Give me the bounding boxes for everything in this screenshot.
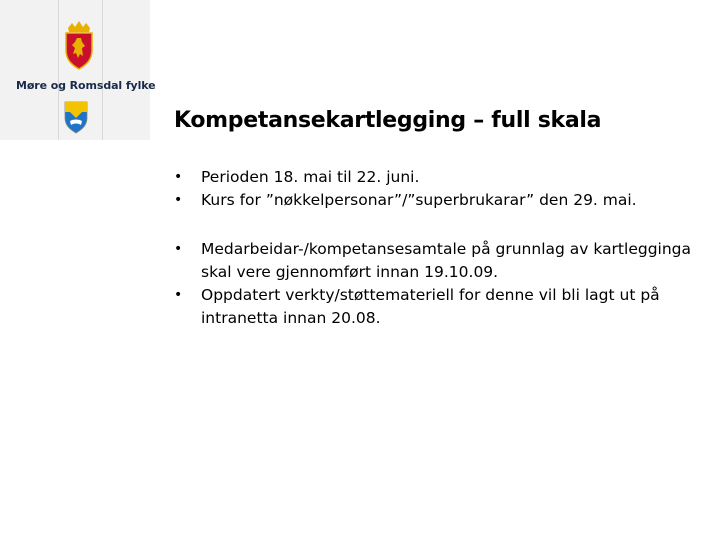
bullet-text: Oppdatert verkty/støttemateriell for denne vil bli lagt ut på intranetta innan 20.08.: [201, 286, 660, 327]
organization-name: Møre og Romsdal fylke: [16, 79, 156, 92]
bullet-icon: •: [174, 192, 183, 208]
list-item: [174, 189, 694, 212]
list-item: [174, 166, 694, 189]
bullet-text: Kurs for ”nøkkelpersonar”/”superbrukarar” den 29. mai.: [201, 191, 637, 209]
divider: [102, 0, 103, 140]
bullet-icon: •: [174, 241, 183, 257]
slide-title: Kompetansekartlegging – full skala: [174, 108, 602, 133]
divider: [58, 0, 59, 140]
list-item: [174, 238, 694, 284]
bullet-list: [174, 166, 694, 330]
bullet-icon: •: [174, 287, 183, 303]
list-item: [174, 284, 694, 330]
bullet-text: Perioden 18. mai til 22. juni.: [201, 168, 420, 186]
bullet-text: Medarbeidar-/kompetansesamtale på grunnlag av kartlegginga skal vere gjennomført innan 19.10.09.: [201, 240, 691, 281]
county-shield-icon: [63, 100, 89, 134]
norway-coat-of-arms-icon: [62, 20, 96, 70]
logo-area: [0, 0, 156, 140]
bullet-icon: •: [174, 169, 183, 185]
